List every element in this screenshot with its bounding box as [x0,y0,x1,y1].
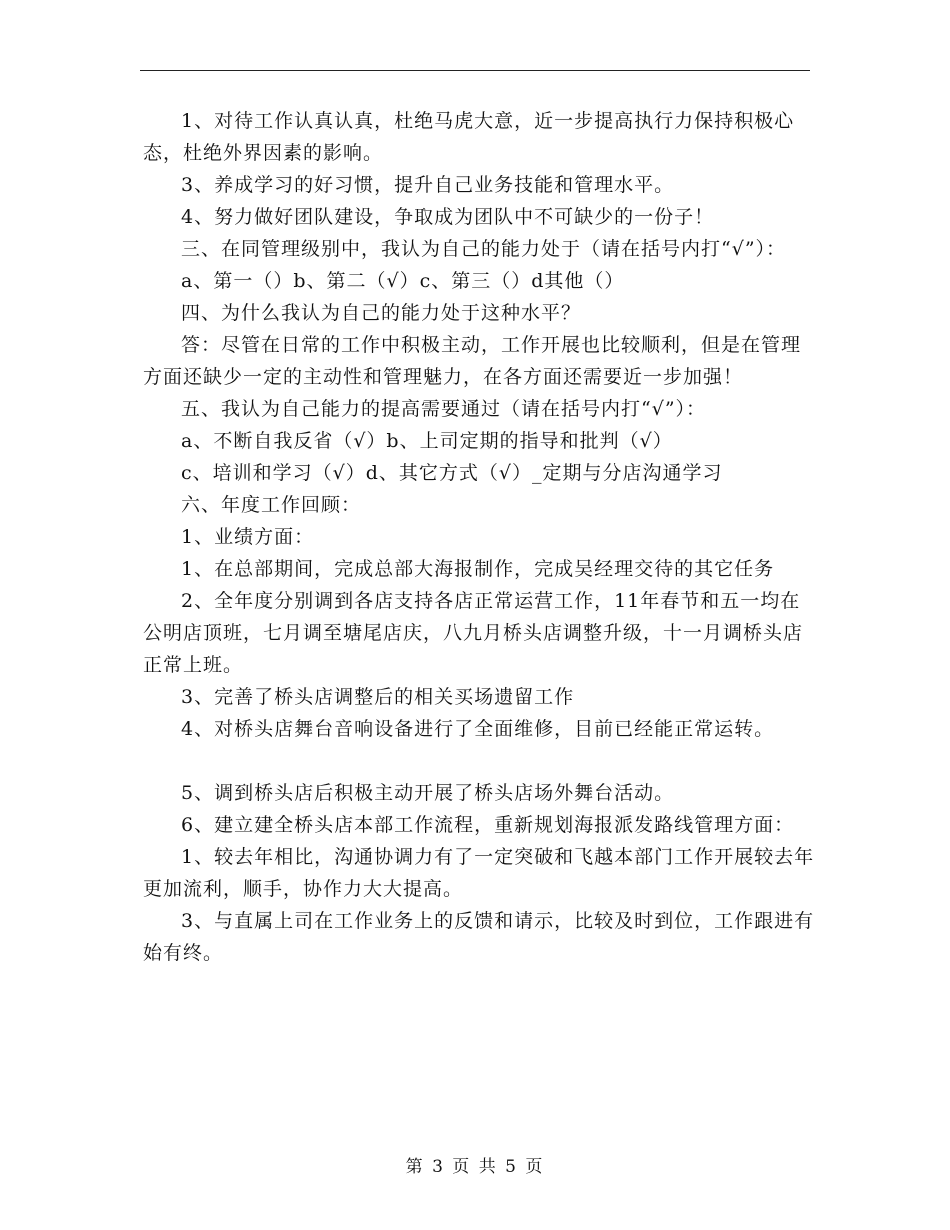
section-five-heading: 五、我认为自己能力的提高需要通过（请在括号内打“√”）： [181,398,707,420]
management-item-3: 3、与直属上司在工作业务上的反馈和请示，比较及时到位，工作跟进有始有终。 [143,910,815,964]
performance-item-5: 5、调到桥头店后积极主动开展了桥头店场外舞台活动。 [181,782,675,804]
performance-item-1: 1、在总部期间，完成总部大海报制作，完成吴经理交待的其它任务 [181,558,775,580]
performance-item-4: 4、对桥头店舞台音响设备进行了全面维修，目前已经能正常运转。 [181,718,775,740]
performance-item-3: 3、完善了桥头店调整后的相关买场遗留工作 [181,686,575,708]
document-body [143,105,819,969]
improvement-options-ab: a、不断自我反省（√）b、上司定期的指导和批判（√） [181,430,673,452]
page-number: 第 3 页 共 5 页 [405,1157,545,1177]
paragraph-3: 4、努力做好团队建设，争取成为团队中不可缺少的一份子！ [181,206,715,228]
section-three-heading: 三、在同管理级别中，我认为自己的能力处于（请在括号内打“√”）： [181,238,787,260]
performance-heading: 1、业绩方面： [181,526,315,548]
header-rule [140,70,810,71]
paragraph-2: 3、养成学习的好习惯，提升自己业务技能和管理水平。 [181,174,675,196]
management-item-1: 1、较去年相比，沟通协调力有了一定突破和飞越本部门工作开展较去年更加流利，顺手，协作力大大提高。 [143,846,815,900]
performance-item-2: 2、全年度分别调到各店支持各店正常运营工作，11年春节和五一均在公明店顶班，七月调至塘尾店庆，八九月桥头店调整升级，十一月调桥头店正常上班。 [143,590,804,676]
improvement-options-cd: c、培训和学习（√）d、其它方式（√）_定期与分店沟通学习 [181,462,723,484]
section-four-answer: 答：尽管在日常的工作中积极主动，工作开展也比较顺利，但是在管理方面还缺少一定的主动性和管理魅力，在各方面还需要近一步加强！ [143,334,802,388]
ability-rank-options: a、第一（）b、第二（√）c、第三（）d其他（） [181,270,625,292]
section-four-heading: 四、为什么我认为自己的能力处于这种水平？ [181,302,582,324]
section-six-heading: 六、年度工作回顾： [181,494,362,516]
paragraph-1: 1、对待工作认真认真，杜绝马虎大意，近一步提高执行力保持积极心态，杜绝外界因素的影响。 [143,110,795,164]
performance-item-6: 6、建立建全桥头店本部工作流程，重新规划海报派发路线管理方面： [181,814,795,836]
